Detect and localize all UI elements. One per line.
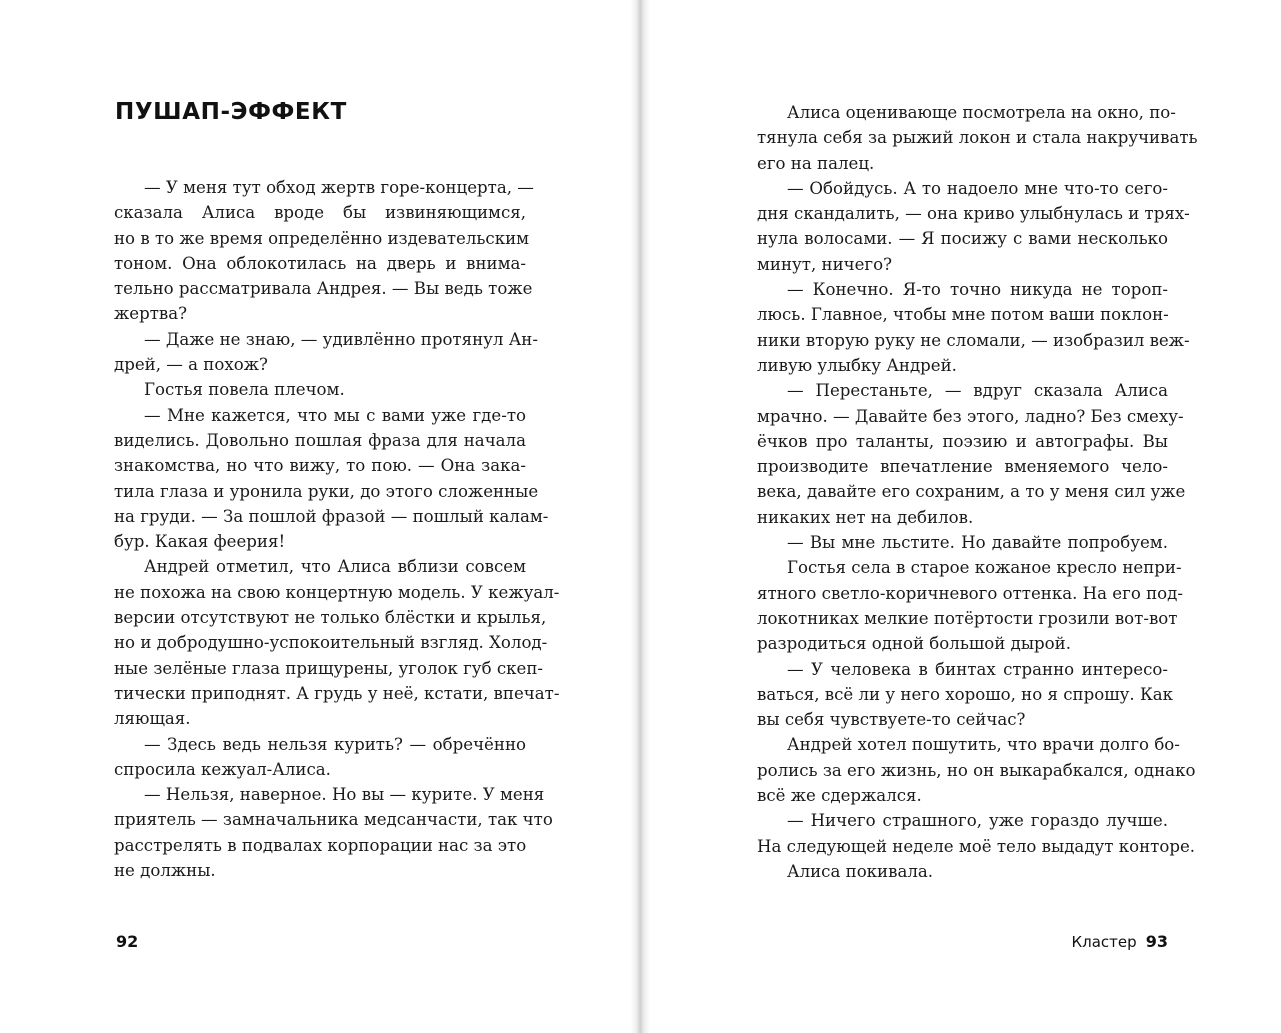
left-page bbox=[0, 0, 630, 1033]
text-line: — Здесь ведь нельзя курить? — обречённо bbox=[144, 734, 526, 754]
text-line: приятель — замначальника медсанчасти, так что bbox=[114, 810, 553, 830]
text-line: разродиться одной большой дырой. bbox=[757, 634, 1071, 654]
text-line: Андрей хотел пошутить, что врачи долго бо- bbox=[787, 735, 1180, 755]
left-page-number: 92 bbox=[116, 932, 139, 951]
text-line: мрачно. — Давайте без этого, ладно? Без смеху- bbox=[757, 406, 1184, 426]
text-line: всё же сдержался. bbox=[757, 786, 922, 806]
text-line: — Даже не знаю, — удивлённо протянул Ан- bbox=[144, 329, 538, 349]
text-line: производите впечатление вменяемого чело- bbox=[757, 457, 1168, 477]
text-line: — Перестаньте, — вдруг сказала Алиса bbox=[787, 381, 1168, 401]
text-line: Алиса оценивающе посмотрела на окно, по- bbox=[787, 103, 1176, 122]
text-line: тически приподнят. А грудь у неё, кстати, впечат- bbox=[114, 683, 560, 703]
text-line: тельно рассматривала Андрея. — Вы ведь тоже bbox=[114, 279, 533, 299]
text-line: расстрелять в подвалах корпорации нас за это bbox=[114, 835, 527, 855]
text-line: ёчков про таланты, поэзию и автографы. Вы bbox=[757, 431, 1168, 451]
text-line: люсь. Главное, чтобы мне потом ваши поклон- bbox=[757, 305, 1169, 325]
right-page-body bbox=[757, 100, 1198, 884]
text-line: Алиса покивала. bbox=[787, 861, 934, 881]
text-line: нула волосами. — Я посижу с вами несколько bbox=[757, 229, 1168, 249]
text-line: вы себя чувствуете-то сейчас? bbox=[757, 710, 1026, 730]
text-line: бур. Какая феерия! bbox=[114, 532, 286, 552]
book-gutter bbox=[630, 0, 650, 1033]
text-line: на груди. — За пошлой фразой — пошлый калам- bbox=[114, 506, 549, 526]
left-page-body bbox=[114, 175, 560, 883]
text-line: Гостья села в старое кожаное кресло непри- bbox=[787, 558, 1182, 578]
text-line: ники вторую руку не сломали, — изобразил веж- bbox=[757, 330, 1190, 350]
text-line: но и добродушно-успокоительный взгляд. Холод- bbox=[114, 633, 548, 653]
text-line: никаких нет на дебилов. bbox=[757, 507, 974, 527]
text-line: тила глаза и уронила руки, до этого сложенные bbox=[114, 481, 539, 501]
text-line: ляющая. bbox=[114, 709, 191, 729]
text-line: но в то же время определённо издевательским bbox=[114, 228, 530, 248]
text-line: жертва? bbox=[114, 304, 188, 324]
chapter-title: ПУШАП-ЭФФЕКТ bbox=[115, 99, 347, 125]
text-line: локотниках мелкие потёртости грозили вот-вот bbox=[757, 608, 1178, 628]
text-line: На следующей неделе моё тело выдадут конторе. bbox=[757, 836, 1196, 856]
running-head: Кластер bbox=[1071, 933, 1137, 951]
text-line: — Мне кажется, что мы с вами уже где-то bbox=[144, 405, 526, 425]
text-line: Андрей отметил, что Алиса вблизи совсем bbox=[144, 557, 526, 577]
text-line: — У человека в бинтах странно интересо- bbox=[787, 659, 1168, 679]
text-line: Гостья повела плечом. bbox=[144, 380, 345, 400]
text-line: тоном. Она облокотилась на дверь и внима- bbox=[114, 253, 526, 273]
text-line: сказала Алиса вроде бы извиняющимся, bbox=[114, 203, 526, 223]
text-line: дня скандалить, — она криво улыбнулась и трях- bbox=[757, 204, 1190, 224]
right-page-footer bbox=[1071, 932, 1168, 951]
text-line: — Нельзя, наверное. Но вы — курите. У меня bbox=[144, 785, 545, 805]
text-line: знакомства, но что вижу, то пою. — Она зака- bbox=[114, 456, 526, 476]
text-line: дрей, — а похож? bbox=[114, 355, 268, 375]
text-line: ливую улыбку Андрей. bbox=[757, 355, 957, 375]
text-line: его на палец. bbox=[757, 153, 875, 173]
text-line: — У меня тут обход жертв горе-концерта, — bbox=[144, 178, 534, 197]
right-page-number: 93 bbox=[1145, 932, 1168, 951]
text-line: — Ничего страшного, уже гораздо лучше. bbox=[787, 811, 1168, 831]
text-line: ваться, всё ли у него хорошо, но я спрошу. Как bbox=[757, 684, 1174, 704]
text-line: — Обойдусь. А то надоело мне что-то сего- bbox=[787, 178, 1168, 198]
text-line: ятного светло-коричневого оттенка. На его под- bbox=[757, 583, 1183, 603]
text-line: минут, ничего? bbox=[757, 254, 893, 274]
text-line: века, давайте его сохраним, а то у меня сил уже bbox=[757, 482, 1186, 502]
text-line: спросила кежуал-Алиса. bbox=[114, 759, 331, 779]
text-line: не должны. bbox=[114, 861, 216, 881]
right-page bbox=[650, 0, 1281, 1033]
text-line: — Вы мне льстите. Но давайте попробуем. bbox=[787, 533, 1168, 553]
text-line: ролись за его жизнь, но он выкарабкался, однако bbox=[757, 760, 1196, 780]
text-line: — Конечно. Я-то точно никуда не тороп- bbox=[787, 280, 1168, 300]
text-line: виделись. Довольно пошлая фраза для начала bbox=[114, 430, 526, 450]
text-line: тянула себя за рыжий локон и стала накручивать bbox=[757, 128, 1198, 148]
text-line: не похожа на свою концертную модель. У кежуал- bbox=[114, 582, 560, 602]
text-line: ные зелёные глаза прищурены, уголок губ скеп- bbox=[114, 658, 543, 678]
text-line: версии отсутствуют не только блёстки и крылья, bbox=[114, 608, 547, 628]
